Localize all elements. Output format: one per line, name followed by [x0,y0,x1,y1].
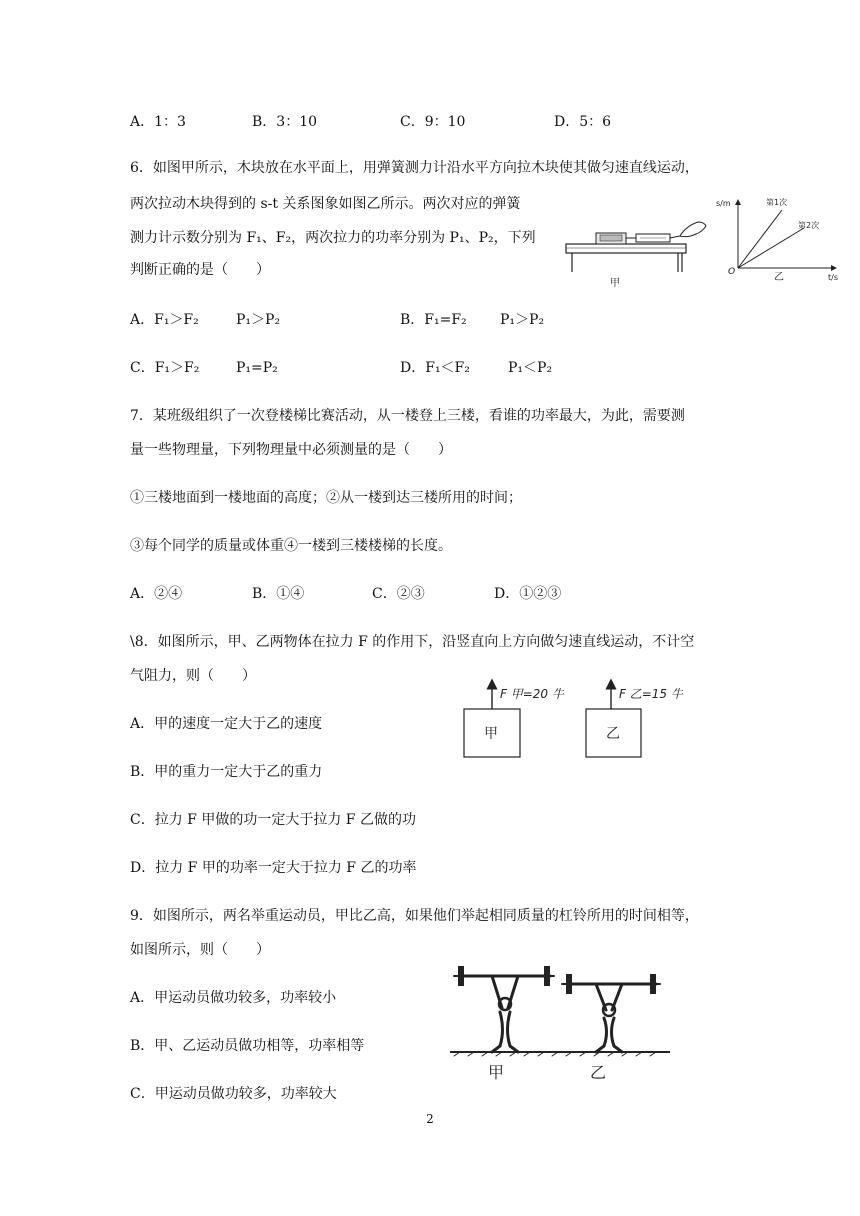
q6-chart-ylabel: s/m [716,199,731,208]
q6-chart-line-series1 [738,210,782,268]
q6-stem-line1: 6．如图甲所示，木块放在水平面上，用弹簧测力计沿水平方向拉木块使其做匀速直线运动， [130,160,699,176]
q5-option-c: C．9：10 [400,114,466,130]
q8-figure [456,676,696,762]
q6-figure-jia-label: 甲 [610,278,620,289]
q8-force-label-yi: F 乙=15 牛 [619,687,683,701]
q7-stem-line3: ①三楼地面到一楼地面的高度；②从一楼到达三楼所用的时间； [130,490,522,506]
q9-label-yi: 乙 [590,1063,607,1082]
q6-stem-line4: 判断正确的是（ ） [130,262,270,278]
q7-stem-line4: ③每个同学的质量或体重④一楼到三楼楼梯的长度。 [130,538,452,554]
q7-option-d: D．①②③ [494,586,562,602]
q6-stem-line3: 测力计示数分别为 F₁、F₂，两次拉力的功率分别为 P₁、P₂，下列 [130,230,536,246]
q6-chart-xlabel: t/s [828,273,838,282]
q6-st-chart [706,190,850,286]
q8-stem-line1: \8．如图所示，甲、乙两物体在拉力 F 的作用下，沿竖直向上方向做匀速直线运动，不计空 [130,634,695,650]
q6-option-c-force: C．F₁＞F₂ [130,360,200,376]
q8-option-a: A．甲的速度一定大于乙的速度 [130,716,323,732]
q6-chart-series2-label: 第2次 [798,221,820,230]
page-number: 2 [426,1112,434,1126]
q5-option-d: D．5：6 [554,114,612,130]
q8-stem-line2: 气阻力，则（ ） [130,668,256,684]
q7-option-a: A．②④ [130,586,183,602]
q9-option-c: C．甲运动员做功较多，功率较大 [130,1086,337,1102]
q7-stem-line1: 7．某班级组织了一次登楼梯比赛活动，从一楼登上三楼，看谁的功率最大，为此，需要测 [130,408,685,424]
q6-option-c-power: P₁=P₂ [236,360,278,376]
q6-figure-jia [562,214,712,290]
q9-stem-line1: 9．如图所示，两名举重运动员，甲比乙高，如果他们举起相同质量的杠铃所用的时间相等， [130,908,699,924]
q8-force-label-jia: F 甲=20 牛 [500,687,564,701]
q9-label-jia: 甲 [488,1063,505,1082]
q6-option-a-power: P₁＞P₂ [236,312,281,328]
q6-option-b-force: B．F₁=F₂ [400,312,467,328]
q6-option-d-force: D．F₁＜F₂ [400,360,470,376]
q7-option-b: B．①④ [252,586,305,602]
q7-stem-line2: 量一些物理量，下列物理量中必须测量的是（ ） [130,442,452,458]
q6-option-b-power: P₁＞P₂ [500,312,545,328]
q6-chart-line-series2 [738,228,804,268]
q9-stem-line2: 如图所示，则（ ） [130,942,270,958]
q6-option-d-power: P₁＜P₂ [508,360,553,376]
q5-option-b: B．3：10 [252,114,318,130]
q5-option-a: A．1：3 [130,114,186,130]
q8-option-b: B．甲的重力一定大于乙的重力 [130,764,323,780]
q6-chart-series1-label: 第1次 [766,198,788,207]
q9-option-b: B．甲、乙运动员做功相等，功率相等 [130,1038,365,1054]
q9-option-a: A．甲运动员做功较多，功率较小 [130,990,337,1006]
q6-stem-line2: 两次拉动木块得到的 s-t 关系图象如图乙所示。两次对应的弹簧 [130,196,521,212]
q8-option-d: D．拉力 F 甲的功率一定大于拉力 F 乙的功率 [130,860,417,876]
q6-chart-origin: O [728,267,736,277]
q9-weightlifters-figure [450,960,670,1084]
q6-chart-caption: 乙 [774,272,784,283]
q8-box-yi-label: 乙 [606,726,620,742]
q8-option-c: C．拉力 F 甲做的功一定大于拉力 F 乙做的功 [130,812,416,828]
q8-box-jia-label: 甲 [484,726,498,742]
q6-option-a-force: A．F₁＞F₂ [130,312,199,328]
q7-option-c: C．②③ [372,586,425,602]
